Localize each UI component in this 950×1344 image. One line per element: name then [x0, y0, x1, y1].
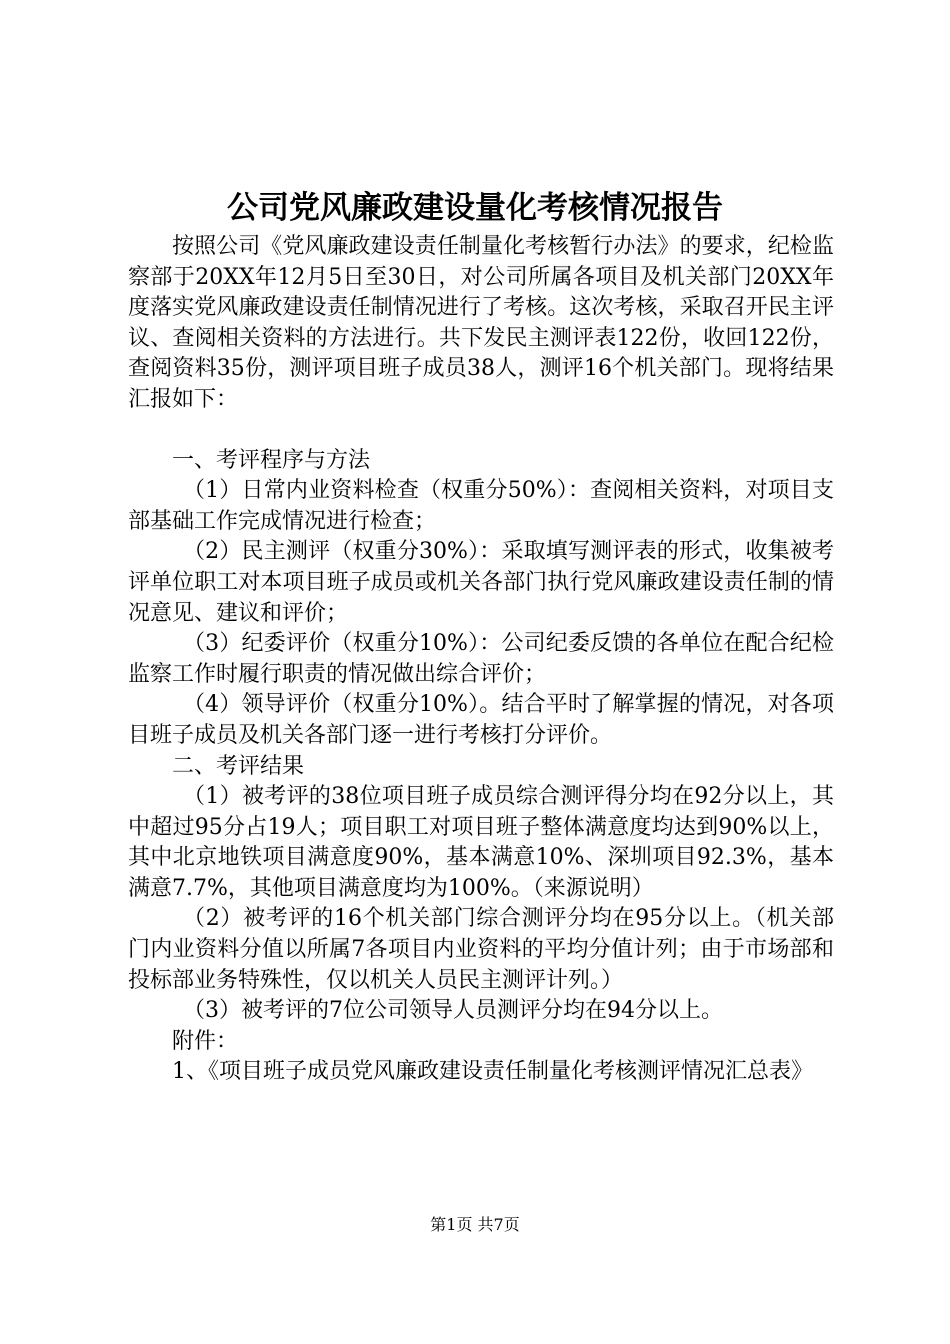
method-item-1: （1）日常内业资料检查（权重分50%）：查阅相关资料，对项目支部基础工作完成情况进行检查；: [128, 478, 834, 534]
method-item-4: （4）领导评价（权重分10%）。结合平时了解掌握的情况，对各项目班子成员及机关各部门逐一进行考核打分评价。: [128, 692, 834, 748]
document-title: 公司党风廉政建设量化考核情况报告: [227, 190, 723, 226]
attachment-item-1: 1、《项目班子成员党风廉政建设责任制量化考核测评情况汇总表》: [172, 1059, 813, 1085]
method-item-3: （3）纪委评价（权重分10%）：公司纪委反馈的各单位在配合纪检监察工作时履行职责的情况做出综合评价；: [128, 631, 834, 687]
result-item-1: （1）被考评的38位项目班子成员综合测评得分均在92分以上，其中超过95分占19人；项目职工对项目班子整体满意度均达到90%以上，其中北京地铁项目满意度90%，基本满意10%、深圳项目92.3%，基本满意7.7%，其他项目满意度均为100%。（来源说明）: [128, 784, 834, 901]
method-item-2: （2）民主测评（权重分30%）：采取填写测评表的形式，收集被考评单位职工对本项目班子成员或机关各部门执行党风廉政建设责任制的情况意见、建议和评价；: [128, 539, 834, 626]
section-heading-results: 二、考评结果: [172, 753, 305, 779]
result-item-3: （3）被考评的7位公司领导人员测评分均在94分以上。: [183, 998, 723, 1024]
attachment-heading: 附件：: [172, 1028, 239, 1054]
intro-paragraph: 按照公司《党风廉政建设责任制量化考核暂行办法》的要求，纪检监察部于20XX年12月5日至30日，对公司所属各项目及机关部门20XX年度落实党风廉政建设责任制情况进行了考核。这次考核，采取召开民主评议、查阅相关资料的方法进行。共下发民主测评表122份，收回122份，查阅资料35份，测评项目班子成员38人，测评16个机关部门。现将结果汇报如下：: [128, 234, 834, 412]
result-item-2: （2）被考评的16个机关部门综合测评分均在95分以上。（机关部门内业资料分值以所属7各项目内业资料的平均分值计列；由于市场部和投标部业务特殊性，仅以机关人员民主测评计列。）: [128, 906, 834, 993]
document-body: [128, 232, 834, 1088]
section-heading-procedure: 一、考评程序与方法: [172, 447, 371, 473]
page-footer: 第1页 共7页: [430, 1215, 520, 1234]
